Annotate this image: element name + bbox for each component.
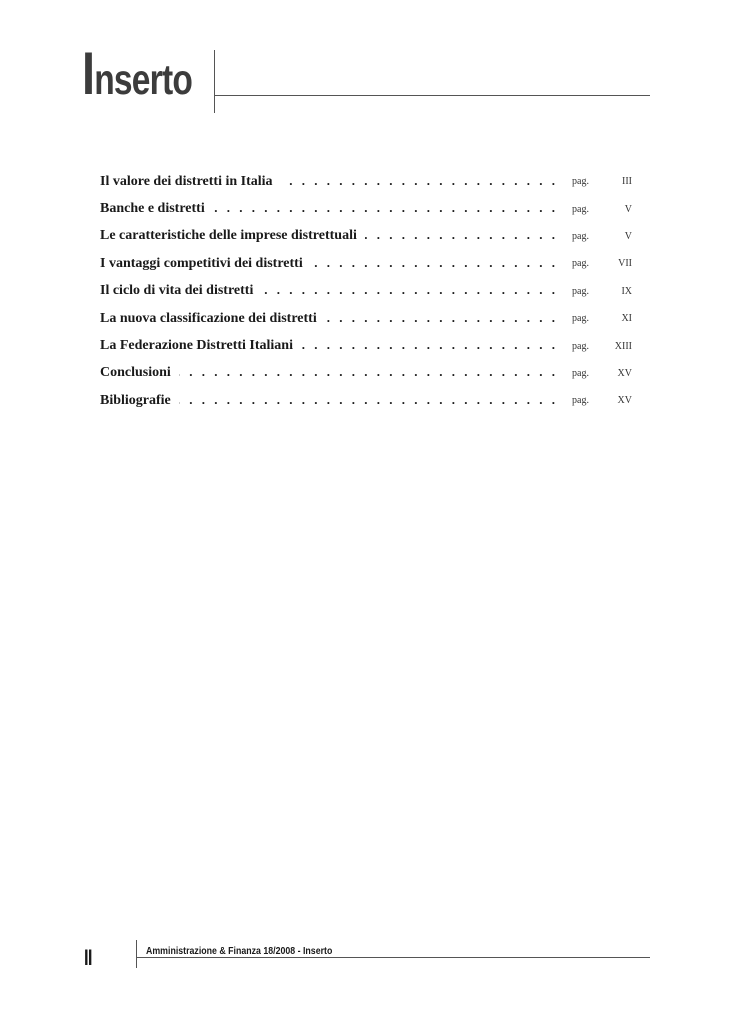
- toc-entry-title[interactable]: Banche e distretti: [100, 201, 205, 217]
- footer-vertical-rule: [136, 940, 137, 968]
- toc-pag-label: pag.: [572, 340, 589, 352]
- toc-page-number: XI: [621, 313, 632, 325]
- toc-dot-leader: [311, 256, 558, 270]
- toc-pag-label: pag.: [572, 230, 589, 242]
- toc-pag-label: pag.: [572, 176, 589, 188]
- toc-page-number: XIII: [614, 340, 632, 352]
- toc-entry[interactable]: [100, 278, 632, 305]
- toc-entry[interactable]: [100, 223, 632, 250]
- toc-entry[interactable]: [100, 332, 632, 359]
- footer-horizontal-rule: [136, 957, 650, 958]
- header-horizontal-rule: [214, 95, 650, 96]
- toc-entry-title[interactable]: Bibliografie: [100, 392, 171, 408]
- toc-dot-leader: [281, 174, 558, 188]
- toc-dot-leader: [261, 283, 558, 297]
- toc-dot-leader: [325, 311, 558, 325]
- page-title-initial: I: [82, 40, 95, 107]
- toc-entry[interactable]: [100, 195, 632, 222]
- header-vertical-rule: [214, 50, 215, 113]
- toc-entry[interactable]: [100, 305, 632, 332]
- toc-entry-title[interactable]: La nuova classificazione dei distretti: [100, 310, 317, 326]
- toc-page-number: XV: [617, 367, 632, 379]
- toc-pag-label: pag.: [572, 313, 589, 325]
- toc-entry-title[interactable]: I vantaggi competitivi dei distretti: [100, 255, 303, 271]
- toc-entry-title[interactable]: Le caratteristiche delle imprese distrettuali: [100, 228, 357, 244]
- toc-pag-label: pag.: [572, 258, 589, 270]
- toc-entry-title[interactable]: Conclusioni: [100, 365, 171, 381]
- toc-entry-title[interactable]: La Federazione Distretti Italiani: [100, 338, 293, 354]
- table-of-contents: [100, 168, 632, 415]
- page-title-rest: nserto: [94, 56, 193, 104]
- toc-dot-leader: [179, 365, 558, 379]
- toc-page-number: VII: [618, 258, 632, 270]
- toc-entry-title[interactable]: Il valore dei distretti in Italia: [100, 173, 273, 189]
- toc-entry[interactable]: [100, 360, 632, 387]
- toc-entry-title[interactable]: Il ciclo di vita dei distretti: [100, 283, 254, 299]
- toc-entry[interactable]: [100, 250, 632, 277]
- footer-page-number: II: [84, 945, 92, 970]
- toc-pag-label: pag.: [572, 395, 589, 407]
- toc-dot-leader: [301, 338, 558, 352]
- toc-page-number: IX: [621, 285, 632, 297]
- toc-page-number: V: [624, 203, 632, 215]
- page-title: [82, 40, 193, 107]
- toc-pag-label: pag.: [572, 367, 589, 379]
- footer-publication: Amministrazione & Finanza 18/2008 - Inserto: [146, 946, 333, 957]
- toc-pag-label: pag.: [572, 285, 589, 297]
- toc-dot-leader: [179, 393, 558, 407]
- toc-dot-leader: [213, 201, 558, 215]
- toc-page-number: XV: [617, 395, 632, 407]
- toc-dot-leader: [365, 228, 558, 242]
- toc-pag-label: pag.: [572, 203, 589, 215]
- toc-page-number: V: [624, 230, 632, 242]
- toc-page-number: III: [622, 176, 632, 188]
- toc-entry[interactable]: [100, 168, 632, 195]
- toc-entry[interactable]: [100, 387, 632, 414]
